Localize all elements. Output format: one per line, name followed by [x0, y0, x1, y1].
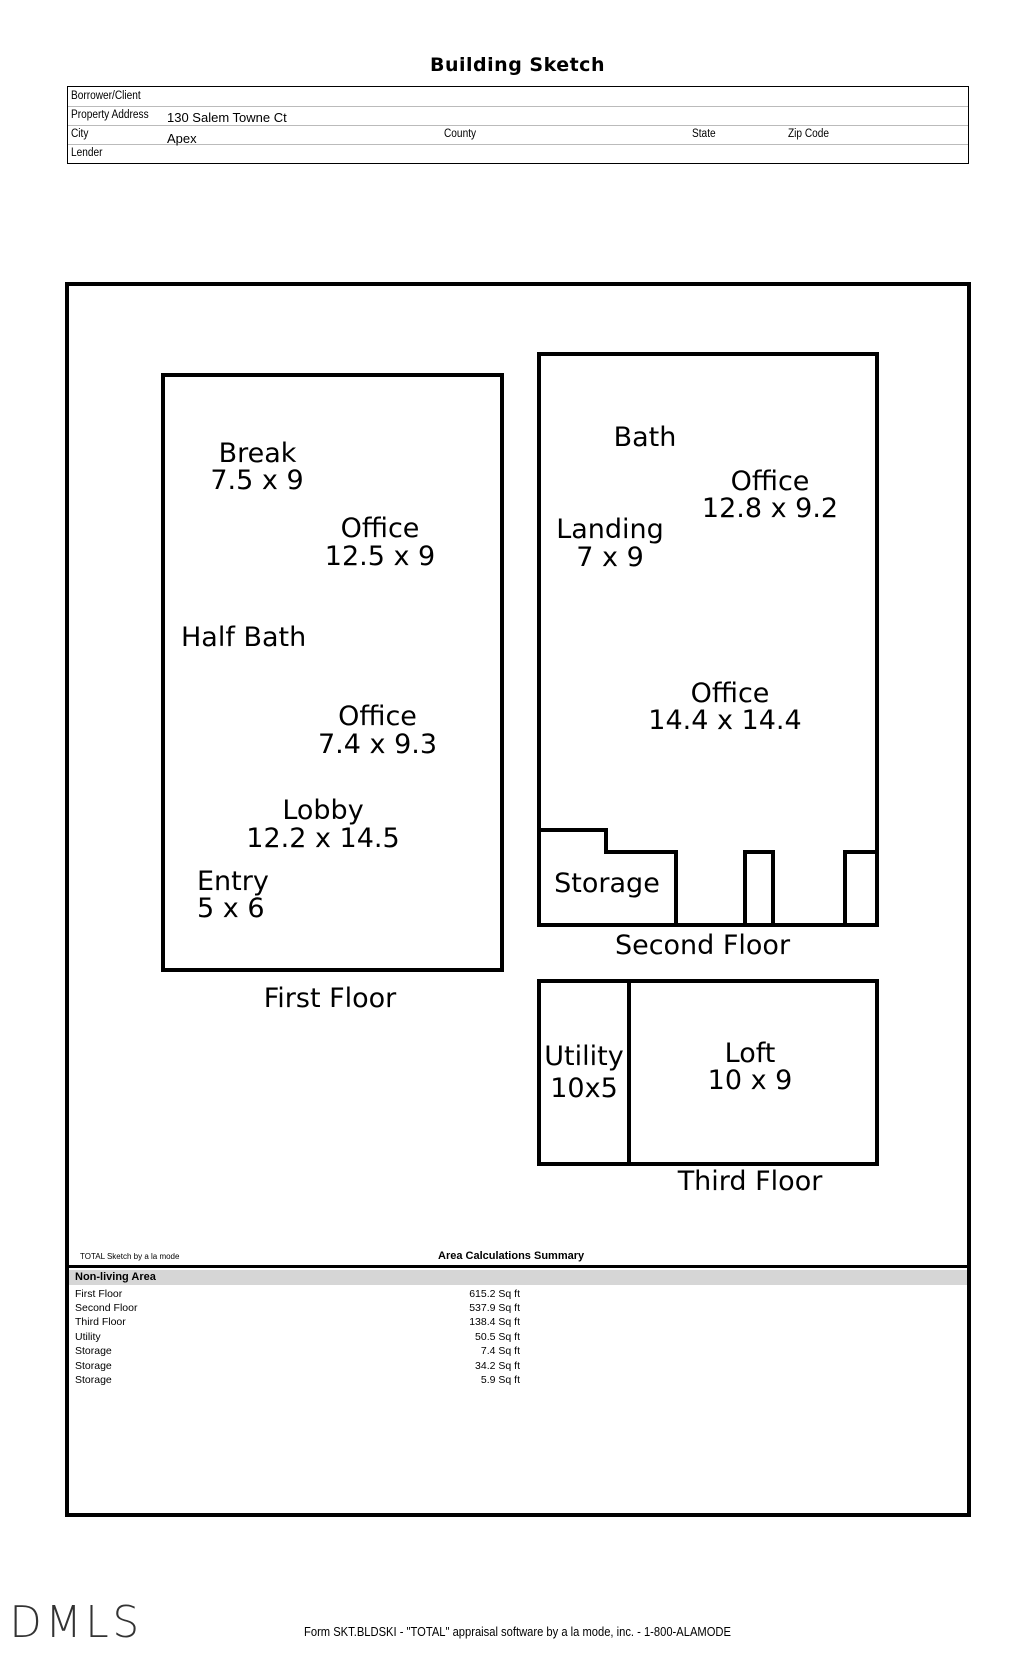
- row-name: First Floor: [75, 1288, 123, 1300]
- break-room-name: Break: [218, 438, 297, 469]
- row-name: Utility: [75, 1331, 101, 1343]
- office-3-dim: 12.8 x 9.2: [701, 493, 839, 524]
- office-4-name: Office: [690, 678, 770, 709]
- summary-divider: [67, 1265, 969, 1268]
- address-label: Property Address: [71, 109, 149, 121]
- lobby-name: Lobby: [282, 795, 364, 826]
- landing-dim: 7 x 9: [576, 542, 644, 573]
- office-4-dim: 14.4 x 14.4: [648, 705, 802, 736]
- zip-label: Zip Code: [788, 128, 830, 140]
- software-note: TOTAL Sketch by a la mode: [80, 1252, 180, 1261]
- table-row: [75, 1331, 520, 1345]
- loft-dim: 10 x 9: [707, 1065, 793, 1096]
- table-row: [75, 1316, 520, 1330]
- closet-right-wall: [845, 852, 877, 925]
- entry-dim: 5 x 6: [197, 893, 265, 924]
- row-area: 5.9 Sq ft: [480, 1374, 520, 1386]
- row-name: Storage: [75, 1360, 112, 1372]
- row-area: 537.9 Sq ft: [469, 1302, 520, 1314]
- lobby-dim: 12.2 x 14.5: [246, 823, 400, 854]
- closet-left-wall: [745, 852, 773, 925]
- summary-title: Area Calculations Summary: [438, 1250, 585, 1262]
- row-area: 7.4 Sq ft: [480, 1345, 520, 1357]
- utility-name: Utility: [544, 1041, 624, 1072]
- landing-name: Landing: [556, 514, 664, 545]
- table-row: [75, 1345, 520, 1359]
- office-1-dim: 12.5 x 9: [324, 541, 436, 572]
- utility-dim: 10x5: [550, 1073, 618, 1104]
- county-label: County: [444, 128, 477, 140]
- table-row: [75, 1374, 520, 1388]
- office-2-dim: 7.4 x 9.3: [317, 729, 438, 760]
- office-3-name: Office: [730, 466, 810, 497]
- office-1-name: Office: [340, 513, 420, 544]
- row-name: Third Floor: [75, 1316, 126, 1328]
- address-value: 130 Salem Towne Ct: [167, 110, 287, 125]
- row-area: 138.4 Sq ft: [469, 1316, 520, 1328]
- section-title: Non-living Area: [75, 1271, 156, 1283]
- row-area: 50.5 Sq ft: [475, 1331, 520, 1343]
- entry-name: Entry: [197, 866, 269, 897]
- city-label: City: [71, 128, 89, 140]
- city-value: Apex: [167, 131, 197, 146]
- table-row: [75, 1302, 520, 1316]
- state-label: State: [692, 128, 716, 140]
- row-name: Storage: [75, 1345, 112, 1357]
- office-2-name: Office: [338, 701, 417, 732]
- bath-name: Bath: [613, 422, 677, 453]
- page-title: Building Sketch: [430, 54, 605, 76]
- row-area: 34.2 Sq ft: [475, 1360, 520, 1372]
- third-floor-label: Third Floor: [677, 1166, 823, 1197]
- row-area: 615.2 Sq ft: [469, 1288, 520, 1300]
- storage-name: Storage: [554, 868, 660, 899]
- lender-label: Lender: [71, 147, 103, 159]
- summary-section-header: [69, 1270, 967, 1285]
- half-bath-name: Half Bath: [181, 622, 307, 653]
- second-floor-outline: [539, 354, 877, 925]
- form-footer: Form SKT.BLDSKI - "TOTAL" appraisal software by a la mode, inc. - 1-800-ALAMODE: [304, 1624, 731, 1639]
- borrower-label: Borrower/Client: [71, 90, 141, 102]
- row-name: Storage: [75, 1374, 112, 1386]
- table-row: [75, 1360, 520, 1374]
- table-row: [75, 1288, 520, 1302]
- dmls-logo: DMLS: [9, 1597, 143, 1648]
- first-floor-label: First Floor: [263, 983, 397, 1014]
- second-floor-label: Second Floor: [614, 930, 791, 961]
- row-name: Second Floor: [75, 1302, 138, 1314]
- break-room-dim: 7.5 x 9: [210, 465, 304, 496]
- loft-name: Loft: [724, 1038, 776, 1069]
